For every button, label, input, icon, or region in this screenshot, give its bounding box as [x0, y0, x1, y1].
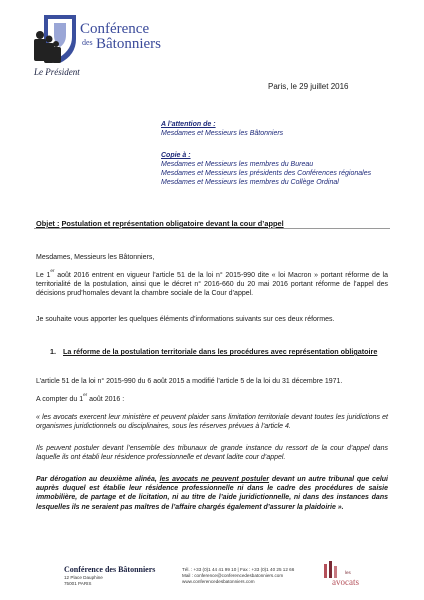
quote-paragraph-emphasis: [36, 475, 388, 512]
date-line: Paris, le 29 juillet 2016: [268, 82, 349, 91]
footer-address-line: 12 Place Dauphine: [64, 575, 103, 580]
subject-divider: [34, 228, 390, 229]
intro-text-start: Le 1: [36, 272, 51, 279]
attention-recipients: Mesdames et Messieurs les Bâtonniers: [161, 130, 284, 137]
section-heading: [50, 347, 390, 356]
quote-text-start: Par dérogation au deuxième alinéa,: [36, 476, 160, 483]
intro-paragraph: [36, 268, 389, 299]
footer-phone-fax: Tél. : +33 (0)1 44 41 99 10 | Fax : +33 (0)1 40 25 12 66: [182, 567, 295, 572]
copy-label: Copie à :: [161, 152, 191, 159]
purpose-paragraph: Je souhaite vous apporter les quelques éléments d’informations suivants sur ces deux réformes.: [36, 316, 335, 323]
body-paragraph: [36, 392, 388, 404]
quote-paragraph: « les avocats exercent leur ministère et peuvent plaider sans limitation territoriale devant toutes les juridictions et organismes juridictionnels ou disciplinaires, sous les réserves prévues à l’article 4.: [36, 414, 388, 431]
body-superscript: er: [83, 392, 88, 397]
section-title: La réforme de la postulation territoriale dans les procédures avec représentation obligatoire: [63, 347, 378, 356]
subject-line: [36, 219, 284, 228]
attention-label: A l’attention de :: [161, 121, 216, 128]
subject-text: Postulation et représentation obligatoire devant la cour d’appel: [61, 219, 284, 228]
logo-wordmark-line1: Conférence: [80, 21, 150, 37]
body-paragraph: L’article 51 de la loi n° 2015-990 du 6 août 2015 a modifié l’article 5 de la loi du 31 décembre 1971.: [36, 378, 343, 385]
intro-text-rest: août 2016 entrent en vigueur l’article 51 de la loi n° 2015-990 dite « loi Macron » portant réforme de la territorialité de la postulation, ainsi que le décret n° 2016-660 du 20 mai 2016 portant réforme de l’appel des décisions prud’homales devant la chambre sociale de la Cour d’appel.: [36, 272, 389, 298]
subject-label: Objet :: [36, 219, 60, 228]
intro-superscript: er: [50, 268, 55, 273]
section-number: 1.: [50, 347, 56, 356]
body-text-start: A compter du 1: [36, 396, 84, 403]
footer-address: [64, 575, 103, 586]
salutation: Mesdames, Messieurs les Bâtonniers,: [36, 254, 155, 261]
footer-address-line: 75001 PARIS: [64, 580, 92, 586]
body-text-rest: août 2016 :: [87, 396, 125, 403]
footer-email: Mail : conference@conferencedesbatonniers.com: [182, 572, 284, 578]
footer-organization: Conférence des Bâtonniers: [64, 565, 156, 574]
quote-text-rest: devant un autre tribunal que celui auprès duquel est établie leur résidence professionnelle ni dans le cadre des procédures de saisie immobilière, de partage et de licitation, ni au titre de l’aide juridictionnelle, ni dans des instances dans lesquelles ils ne seraient pas maîtres de l’affaire chargés également d’assurer la plaidoirie ».: [36, 476, 388, 511]
logo-wordmark-line2: des: [82, 38, 93, 47]
sender-title: Le Président: [34, 67, 80, 77]
footer-contact: [182, 567, 294, 584]
footer-website: www.conferencedesbatonniers.com: [182, 578, 255, 584]
quote-underlined-text: les avocats ne peuvent postuler: [159, 476, 270, 483]
copy-block: [161, 151, 371, 187]
copy-recipient: Mesdames et Messieurs les présidents des Conférences régionales: [161, 170, 372, 177]
copy-recipient: Mesdames et Messieurs les membres du Bureau: [161, 161, 314, 168]
copy-recipient: Mesdames et Messieurs les membres du Collège Ordinal: [161, 179, 339, 186]
avocats-logo-text: avocats: [332, 577, 359, 587]
conference-logo-emblem: [30, 9, 86, 67]
avocats-logo-small-text: les: [345, 570, 351, 575]
attention-block: [161, 120, 283, 138]
quote-paragraph: Ils peuvent postuler devant l’ensemble des tribunaux de grande instance du ressort de la cour d’appel dans laquelle ils ont établi leur résidence professionnelle et devant ladite cour d’appel.: [36, 445, 388, 462]
logo-wordmark-line3: Bâtonniers: [96, 36, 161, 52]
